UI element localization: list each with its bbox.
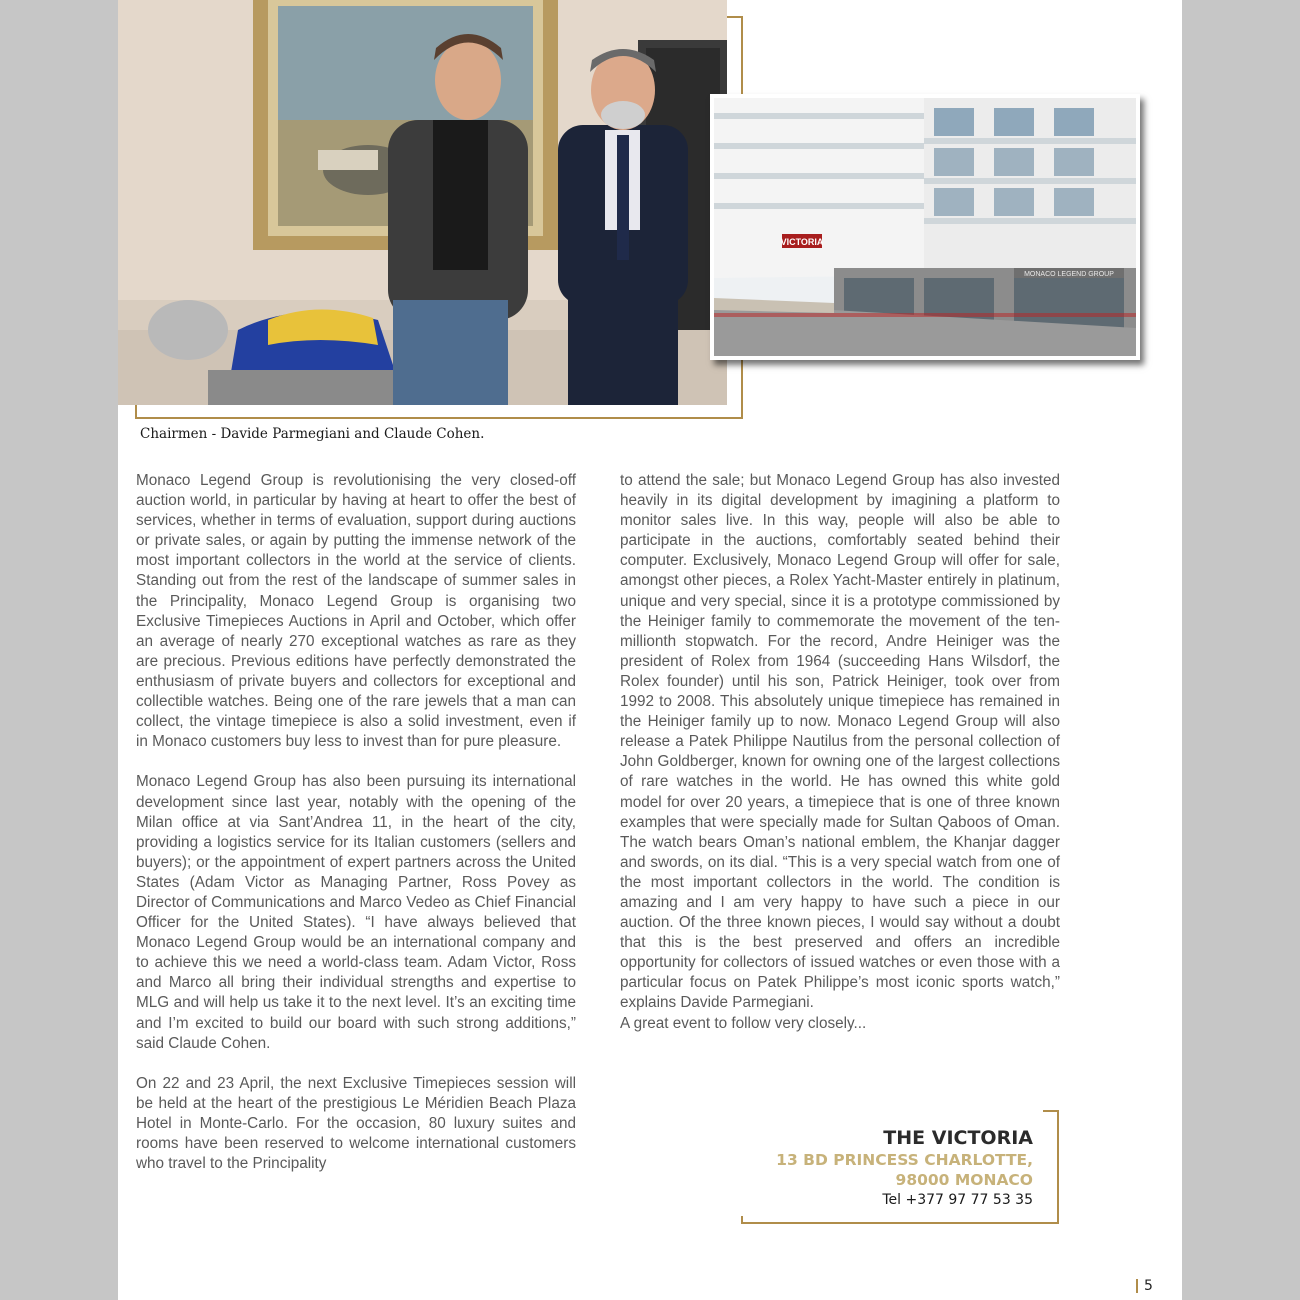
venue-address-box — [741, 1110, 1059, 1224]
article-paragraph: Monaco Legend Group has also been pursuing its international development since last year, notably with the opening of the Milan office at via Sant’Andrea 11, in the heart of the city, providing a logistics service for its Italian customers (sellers and buyers); or the appointment of expert partners across the United States (Adam Victor as Managing Partner, Ross Povey as Director of Communications and Marco Vedeo as Chief Financial Officer for the United States). “I have always believed that Monaco Legend Group would be an international company and to achieve this we need a world-class team. Adam Victor, Ross and Marco all bring their individual strengths and expertise to MLG and will help us take it to the next level. It’s an exciting time and I’m excited to build our board with such strong additions,” said Claude Cohen. — [136, 773, 576, 1052]
venue-name: THE VICTORIA — [883, 1127, 1033, 1149]
storefront-sign-text: MONACO LEGEND GROUP — [1024, 271, 1114, 278]
venue-address-line2: 98000 MONACO — [895, 1171, 1033, 1189]
chairmen-photo — [118, 0, 727, 405]
photo-caption: Chairmen - Davide Parmegiani and Claude Cohen. — [140, 426, 485, 442]
building-sign-text: VICTORIA — [780, 237, 824, 247]
article-paragraph: to attend the sale; but Monaco Legend Group has also invested heavily in its digital development by imagining a platform to monitor sales live. In this way, people will also be able to participate in the auctions, comfortably seated behind their computer. Exclusively, Monaco Legend Group will offer for sale, amongst other pieces, a Rolex Yacht-Master entirely in platinum, unique and very special, since it is a prototype commissioned by the Heiniger family to commemorate the movement of the ten-millionth stopwatch. For the record, Andre Heiniger was the president of Rolex from 1964 (succeeding Hans Wilsdorf, the Rolex founder) until his son, Patrick Heiniger, took over from 1992 to 2008. This absolutely unique timepiece has remained in the Heiniger family up to now. Monaco Legend Group will also release a Patek Philippe Nautilus from the personal collection of John Goldberger, known for owning one of the largest collections of rare watches in the world. He has owned this white gold model for over 20 years, a timepiece that is one of three known examples that were specially made for Sultan Qaboos of Oman. The watch bears Oman’s national emblem, the Khanjar dagger and swords, on its dial. “This is a very special watch from one of the most important collectors in the world. The condition is amazing and I am very happy to have such a piece in our auction. Of the three known pieces, I would say without a doubt that this is the best preserved and offers an incredible opportunity for collectors of issued watches or even those with a particular focus on Patek Philippe’s most iconic sports watch,” explains Davide Parmegiani. — [620, 472, 1060, 1012]
article-paragraph: Monaco Legend Group is revolutionising the very closed-off auction world, in particular by having at heart to offer the best of services, whether in terms of evaluation, support during auctions or private sales, or again by putting the immense network of the most important collectors in the world at the service of clients. Standing out from the rest of the landscape of summer sales in the Principality, Monaco Legend Group is organising two Exclusive Timepieces Auctions in April and October, which offer an average of nearly 270 exceptional watches as rare as they are precious. Previous editions have perfectly demonstrated the enthusiasm of private buyers and collectors for exceptional and collectible watches. Being one of the rare jewels that a man can collect, the vintage timepiece is also a solid investment, even if in Monaco customers buy less to invest than for pure pleasure. — [136, 472, 576, 751]
victoria-building-photo — [710, 94, 1140, 360]
article-right-column — [620, 471, 1060, 1034]
article-paragraph: On 22 and 23 April, the next Exclusive Timepieces session will be held at the heart of the prestigious Le Méridien Beach Plaza Hotel in Monte-Carlo. For the occasion, 80 luxury suites and rooms have been reserved to welcome international customers who travel to the Principality — [136, 1074, 576, 1173]
venue-address-line1: 13 BD PRINCESS CHARLOTTE, — [776, 1151, 1033, 1169]
venue-address — [776, 1126, 1033, 1211]
magazine-page — [118, 0, 1182, 1300]
article-closing-line: A great event to follow very closely... — [620, 1014, 867, 1032]
venue-telephone: Tel +377 97 77 53 35 — [882, 1192, 1033, 1208]
page-number: 5 — [1136, 1279, 1153, 1293]
article-left-column — [136, 471, 576, 1174]
